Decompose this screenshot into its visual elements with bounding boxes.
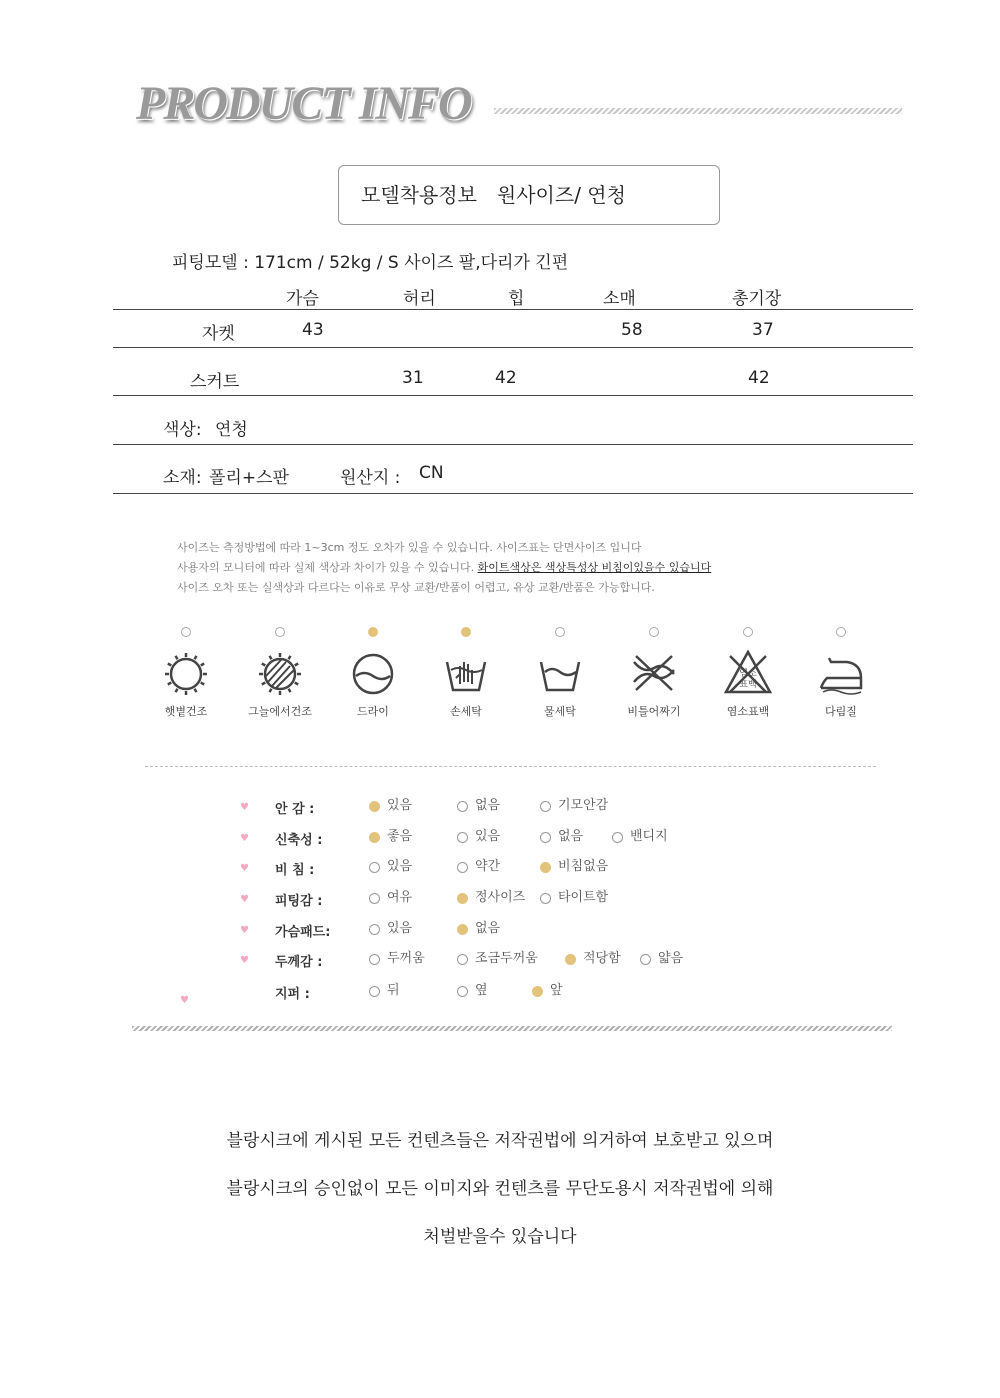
attribute-option-radio	[612, 832, 623, 843]
heart-icon: ♥	[240, 863, 249, 874]
page-title: PRODUCT INFO	[136, 77, 471, 130]
copyright-line-2: 블랑시크의 승인없이 모든 이미지와 컨텐츠를 무단도용시 저작권법에 의해	[226, 1179, 774, 1199]
svg-text:염소: 염소	[739, 669, 757, 679]
attribute-option-label: 비침없음	[558, 859, 609, 874]
attribute-option-label: 타이트함	[558, 890, 609, 905]
note-line-3: 사이즈 오차 또는 실색상과 다르다는 이유로 무상 교환/반품이 어렵고, 유상 교환/반품은 가능합니다.	[177, 581, 655, 594]
header-waist: 허리	[403, 289, 436, 309]
care-label: 그늘에서건조	[248, 705, 312, 718]
attribute-option-label: 없음	[558, 829, 584, 844]
care-indicator-dot	[461, 627, 471, 637]
attribute-option-label: 얇음	[658, 951, 684, 966]
attribute-option-label: 기모안감	[558, 798, 609, 813]
attribute-option-radio	[369, 862, 380, 873]
material-value: 폴리+스판	[209, 468, 289, 488]
care-indicator-dot	[555, 627, 565, 637]
heart-icon: ♥	[240, 894, 249, 905]
section-divider	[145, 766, 876, 767]
copyright-line-1: 블랑시크에 게시된 모든 컨텐츠들은 저작권법에 의거하여 보호받고 있으며	[226, 1131, 774, 1151]
color-value: 연청	[215, 420, 248, 440]
care-label: 다림질	[825, 705, 857, 718]
attribute-option-radio	[532, 986, 543, 997]
table-rule	[113, 395, 913, 396]
attribute-option-radio	[369, 954, 380, 965]
attribute-option-label: 약간	[475, 859, 501, 874]
care-label: 햇볕건조	[164, 705, 208, 718]
care-indicator-dot	[275, 627, 285, 637]
header-sleeve: 소매	[603, 289, 636, 309]
table-rule	[113, 444, 913, 445]
attribute-option-label: 두꺼움	[387, 951, 425, 966]
origin-value: CN	[419, 463, 444, 483]
care-indicator-dot	[649, 627, 659, 637]
model-info-label: 모델착용정보	[361, 183, 477, 207]
attribute-option-label: 없음	[475, 798, 501, 813]
attribute-option-radio	[457, 832, 468, 843]
model-info-value: 원사이즈/ 연청	[496, 183, 626, 207]
attribute-label: 안 감 :	[275, 802, 315, 817]
care-label: 드라이	[357, 705, 389, 718]
attribute-option-radio	[369, 801, 380, 812]
row-jacket-sleeve: 58	[621, 320, 643, 340]
attribute-option-label: 있음	[387, 798, 413, 813]
row-jacket-name: 자켓	[202, 324, 235, 344]
model-info-box	[338, 165, 720, 225]
attribute-option-radio	[457, 986, 468, 997]
attribute-label: 가슴패드:	[275, 925, 331, 940]
heart-icon: ♥	[240, 955, 249, 966]
note-line-2a: 사용자의 모니터에 따라 실제 색상과 차이가 있을 수 있습니다.	[177, 561, 475, 574]
row-jacket-chest: 43	[302, 320, 324, 340]
heart-icon: ♥	[240, 925, 249, 936]
note-line-2b: 화이트색상은 색상특성상 비침이있을수 있습니다	[477, 561, 712, 574]
attribute-option-label: 없음	[475, 921, 501, 936]
attribute-option-radio	[565, 954, 576, 965]
care-label: 비틀어짜기	[627, 705, 681, 718]
attribute-option-radio	[457, 801, 468, 812]
attribute-label: 지퍼 :	[275, 987, 310, 1002]
no-bleach-icon	[724, 648, 772, 696]
note-line-2	[177, 559, 711, 575]
color-label: 색상:	[163, 420, 202, 440]
iron-icon	[817, 648, 865, 696]
attribute-option-label: 옆	[475, 983, 488, 998]
attribute-option-label: 뒤	[387, 983, 400, 998]
note-line-1: 사이즈는 측정방법에 따라 1~3cm 정도 오차가 있을 수 있습니다. 사이즈표는 단면사이즈 입니다	[177, 541, 642, 554]
care-indicator-dot	[181, 627, 191, 637]
header-hip: 힙	[508, 289, 525, 309]
bottom-divider	[132, 1026, 892, 1031]
attribute-option-radio	[540, 862, 551, 873]
heart-icon: ♥	[240, 833, 249, 844]
row-skirt-name: 스커트	[190, 372, 240, 392]
row-skirt-waist: 31	[402, 368, 424, 388]
attribute-option-radio	[457, 893, 468, 904]
attribute-option-radio	[540, 801, 551, 812]
attribute-option-label: 앞	[550, 983, 563, 998]
dry-clean-icon	[349, 648, 397, 696]
heart-icon: ♥	[240, 802, 249, 813]
attribute-label: 비 침 :	[275, 863, 315, 878]
table-rule	[113, 347, 913, 348]
header-length: 총기장	[732, 289, 782, 309]
care-indicator-dot	[836, 627, 846, 637]
row-skirt-length: 42	[748, 368, 770, 388]
title-divider	[494, 108, 902, 114]
attribute-option-radio	[369, 832, 380, 843]
attribute-option-label: 있음	[387, 921, 413, 936]
shade-dry-icon	[256, 648, 304, 696]
attribute-label: 신축성 :	[275, 833, 323, 848]
copyright-line-3: 처벌받을수 있습니다	[423, 1227, 577, 1247]
row-jacket-length: 37	[752, 320, 774, 340]
attribute-option-radio	[540, 832, 551, 843]
attribute-option-radio	[369, 924, 380, 935]
care-label: 염소표백	[726, 705, 770, 718]
attribute-option-label: 좋음	[387, 829, 413, 844]
attribute-label: 피팅감 :	[275, 894, 323, 909]
table-rule	[113, 309, 913, 310]
care-indicator-dot	[368, 627, 378, 637]
attribute-option-label: 있음	[387, 859, 413, 874]
attribute-option-label: 정사이즈	[475, 890, 526, 905]
care-label: 물세탁	[544, 705, 576, 718]
no-wring-icon	[630, 648, 678, 696]
machine-wash-icon	[536, 648, 584, 696]
sun-dry-icon	[162, 648, 210, 696]
header-chest: 가슴	[286, 289, 319, 309]
attribute-option-label: 있음	[475, 829, 501, 844]
attribute-option-radio	[540, 893, 551, 904]
fitting-model-info: 피팅모델 : 171cm / 52kg / S 사이즈 팔,다리가 긴편	[172, 253, 569, 273]
hand-wash-icon	[442, 648, 490, 696]
row-skirt-hip: 42	[495, 368, 517, 388]
attribute-option-label: 조금두꺼움	[475, 951, 538, 966]
svg-text:표백: 표백	[739, 680, 757, 690]
care-indicator-dot	[743, 627, 753, 637]
attribute-option-label: 여유	[387, 890, 413, 905]
attribute-option-radio	[369, 986, 380, 997]
attribute-option-radio	[457, 862, 468, 873]
attribute-option-label: 적당함	[583, 951, 621, 966]
care-label: 손세탁	[450, 705, 482, 718]
attribute-option-radio	[369, 893, 380, 904]
attribute-option-label: 밴디지	[630, 829, 668, 844]
heart-icon: ♥	[180, 995, 189, 1006]
attribute-label: 두께감 :	[275, 955, 323, 970]
attribute-option-radio	[640, 954, 651, 965]
attribute-option-radio	[457, 924, 468, 935]
attribute-option-radio	[457, 954, 468, 965]
origin-label: 원산지 :	[340, 468, 401, 488]
table-rule	[113, 493, 913, 494]
material-label: 소재:	[163, 468, 202, 488]
